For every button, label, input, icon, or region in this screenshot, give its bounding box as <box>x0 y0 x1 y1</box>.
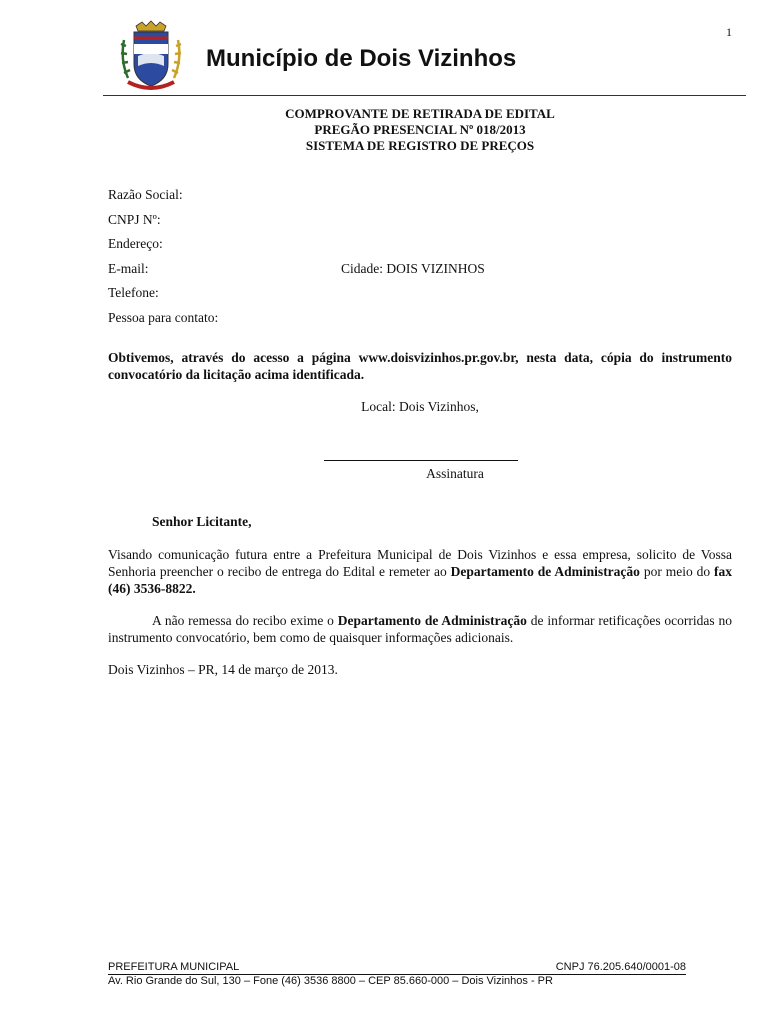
fax-number: fax (46) 3536-8822. <box>108 564 732 596</box>
paragraph-2-text-a: A não remessa do recibo exime o <box>152 613 338 628</box>
field-email: E-mail: <box>108 261 149 276</box>
acknowledgement-statement: Obtivemos, através do acesso a página www.doisvizinhos.pr.gov.br, nesta data, cópia do instrumento convocatório da licitação acima identificada. <box>108 350 732 382</box>
footer-cnpj: CNPJ 76.205.640/0001-08 <box>555 961 686 973</box>
local-line: Local: Dois Vizinhos, <box>361 399 479 414</box>
signature-label: Assinatura <box>426 466 484 481</box>
field-cnpj: CNPJ Nº: <box>108 212 161 227</box>
signature-line <box>324 460 518 461</box>
municipality-title: Município de Dois Vizinhos <box>206 45 517 72</box>
page-number: 1 <box>726 25 732 39</box>
salutation: Senhor Licitante, <box>152 514 252 529</box>
heading-line-1: COMPROVANTE DE RETIRADA DE EDITAL <box>285 106 555 121</box>
closing-date: Dois Vizinhos – PR, 14 de março de 2013. <box>108 662 338 677</box>
heading-line-2: PREGÃO PRESENCIAL Nº 018/2013 <box>314 122 526 137</box>
header-divider <box>103 95 746 96</box>
department-name: Departamento de Administração <box>450 564 640 579</box>
paragraph-1-text-a: Visando comunicação futura entre a Prefeitura Municipal de Dois Vizinhos e essa empresa, solicito de Vossa Senhoria preencher o recibo de entrega do Edital e remeter ao <box>108 547 732 579</box>
field-endereco: Endereço: <box>108 236 163 251</box>
heading-line-3: SISTEMA DE REGISTRO DE PREÇOS <box>305 138 535 153</box>
paragraph-1-text-b: por meio do <box>639 564 714 579</box>
field-telefone: Telefone: <box>108 285 159 300</box>
department-name-2: Departamento de Administração <box>337 613 527 628</box>
field-cidade: Cidade: DOIS VIZINHOS <box>341 261 485 276</box>
footer-header <box>108 961 686 975</box>
municipal-crest-icon <box>118 20 184 92</box>
paragraph-communication <box>108 546 732 597</box>
field-razao-social: Razão Social: <box>108 187 183 202</box>
paragraph-notice <box>108 612 732 646</box>
paragraph-2-text-b: de informar retificações ocorridas no instrumento convocatório, bem como de quaisquer informações adicionais. <box>108 613 732 645</box>
document-heading <box>108 106 732 154</box>
field-contato: Pessoa para contato: <box>108 310 219 325</box>
footer-org: PREFEITURA MUNICIPAL <box>108 961 240 973</box>
footer-address: Av. Rio Grande do Sul, 130 – Fone (46) 3536 8800 – CEP 85.660-000 – Dois Vizinhos - PR <box>108 975 553 987</box>
